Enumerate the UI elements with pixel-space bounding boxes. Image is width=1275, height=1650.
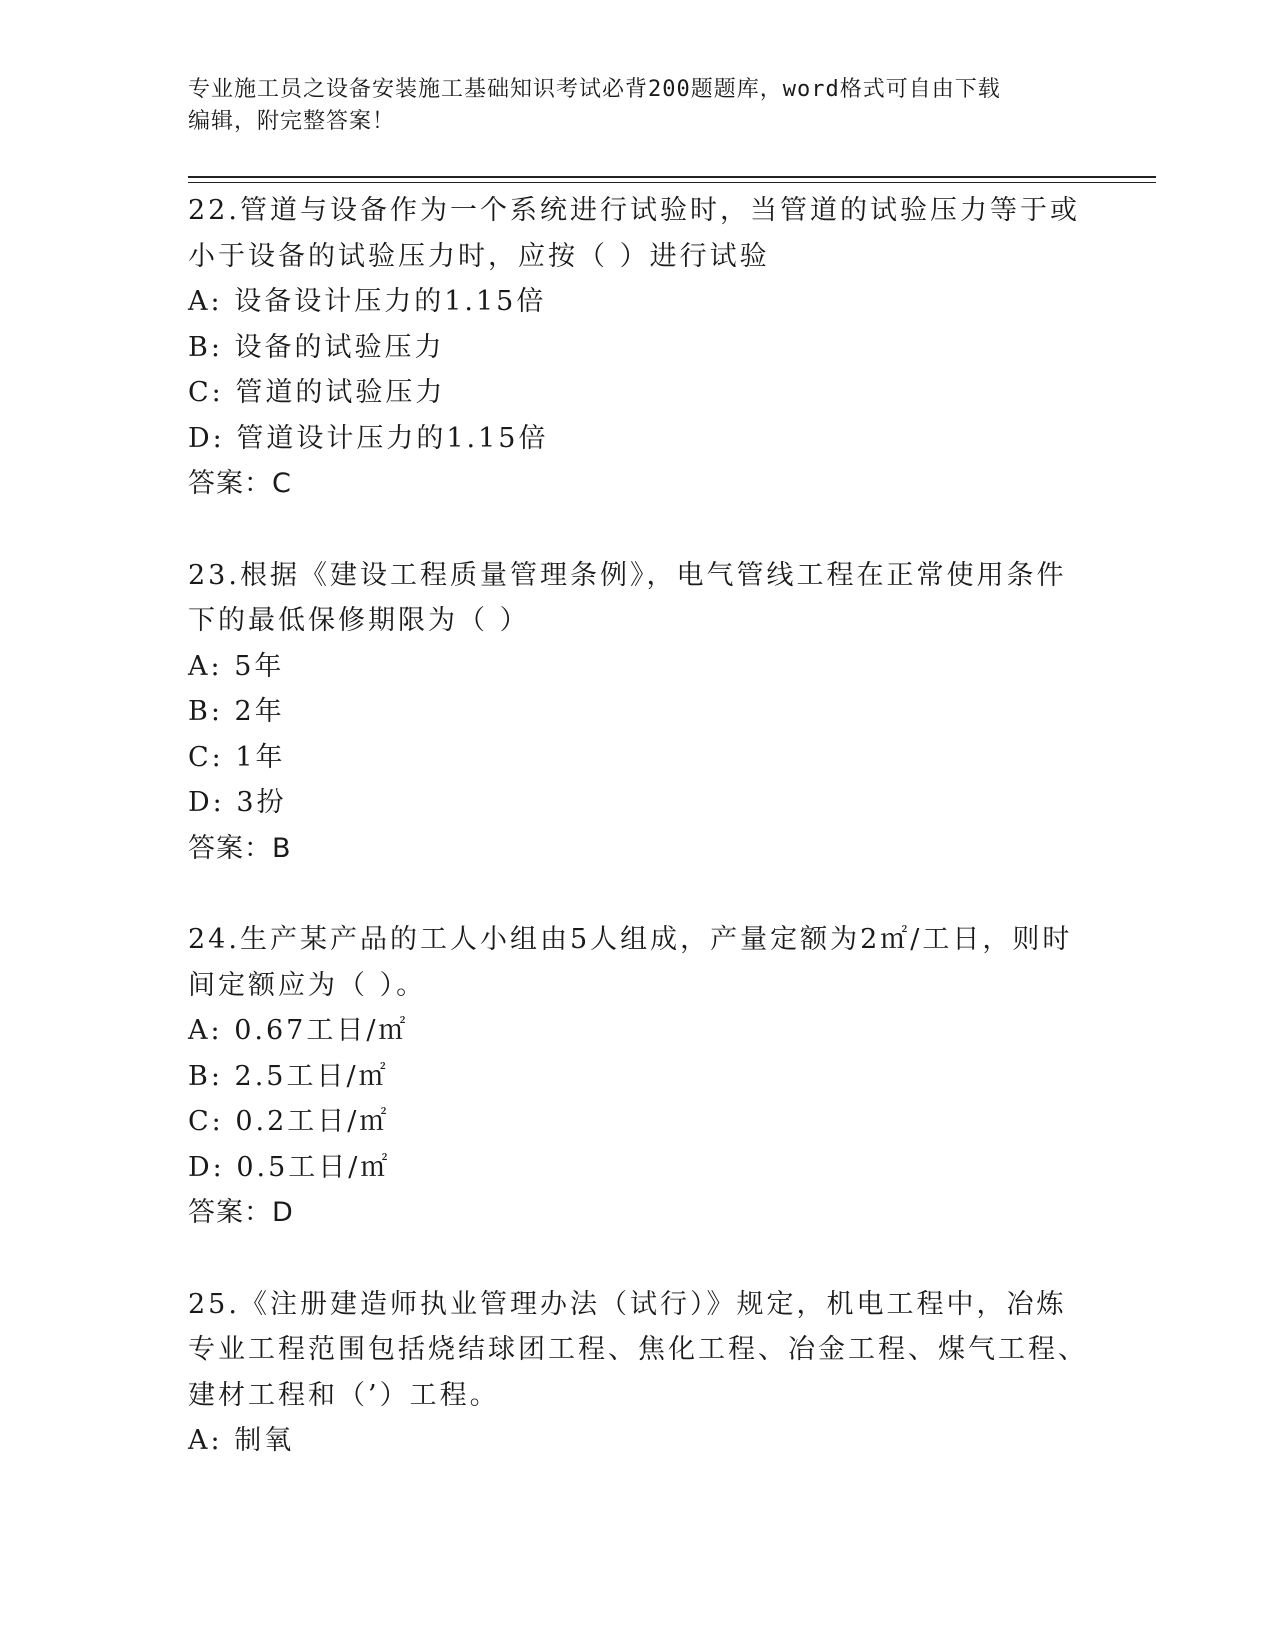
- option-b: [188, 325, 1088, 371]
- option-c: [188, 1099, 1088, 1145]
- option-text: 制氧: [234, 1425, 295, 1456]
- question-22: [188, 188, 1088, 507]
- option-a: [188, 1418, 1088, 1464]
- option-key: A:: [188, 286, 223, 317]
- option-a: [188, 279, 1088, 325]
- option-text: 2年: [234, 696, 285, 727]
- header-divider-thick: [188, 176, 1156, 178]
- option-text: 5年: [234, 650, 285, 682]
- answer-line: 答案：B: [188, 832, 292, 864]
- document-header: [188, 74, 1088, 138]
- option-text: 设备设计压力的1.15倍: [234, 286, 547, 317]
- question-stem: 25.《注册建造师执业管理办法（试行）》规定，机电工程中，冶炼专业工程范围包括烧结球团工程、焦化工程、冶金工程、煤气工程、建材工程和（’）工程。: [188, 1288, 1088, 1411]
- header-divider-thin: [188, 182, 1156, 183]
- option-d: [188, 1145, 1088, 1191]
- answer-line: 答案：D: [188, 1197, 294, 1228]
- question-stem: 24.生产某产品的工人小组由5人组成，产量定额为2㎡/工日，则时间定额应为（ ）。: [188, 924, 1073, 1001]
- header-title-line-1: 专业施工员之设备安装施工基础知识考试必背200题题库，word格式可自由下载: [188, 77, 1001, 102]
- option-key: D:: [188, 422, 225, 454]
- question-24: [188, 917, 1088, 1236]
- option-text: 设备的试验压力: [234, 331, 445, 363]
- question-stem: 22.管道与设备作为一个系统进行试验时，当管道的试验压力等于或小于设备的试验压力时，应按（ ）进行试验: [188, 195, 1080, 272]
- option-text: 2.5工日/㎡: [234, 1060, 389, 1092]
- question-stem: 23.根据《建设工程质量管理条例》，电气管线工程在正常使用条件下的最低保修期限为（ ）: [188, 559, 1067, 636]
- header-title-line-2: 编辑，附完整答案！: [188, 109, 396, 134]
- option-key: D:: [188, 1151, 225, 1183]
- option-key: A:: [188, 1015, 223, 1046]
- option-text: 管道设计压力的1.15倍: [236, 422, 549, 454]
- option-text: 0.2工日/㎡: [235, 1106, 390, 1137]
- question-list: [188, 188, 1088, 1510]
- option-text: 1年: [235, 741, 286, 773]
- option-key: B:: [188, 1060, 223, 1092]
- answer-line: 答案：C: [188, 468, 292, 499]
- option-b: [188, 1054, 1088, 1100]
- option-text: 3扮: [236, 787, 287, 818]
- option-a: [188, 644, 1088, 690]
- option-c: [188, 370, 1088, 416]
- option-text: 管道的试验压力: [235, 377, 446, 408]
- option-a: [188, 1008, 1088, 1054]
- question-25: [188, 1282, 1088, 1464]
- option-key: B:: [188, 696, 223, 727]
- option-key: A:: [188, 1425, 223, 1456]
- option-b: [188, 689, 1088, 735]
- option-key: C:: [188, 377, 224, 408]
- option-text: 0.67工日/㎡: [234, 1015, 409, 1046]
- option-d: [188, 780, 1088, 826]
- option-key: D:: [188, 787, 225, 818]
- option-c: [188, 735, 1088, 781]
- option-d: [188, 416, 1088, 462]
- option-key: B:: [188, 331, 223, 363]
- option-key: A:: [188, 650, 223, 682]
- option-text: 0.5工日/㎡: [236, 1151, 391, 1183]
- option-key: C:: [188, 741, 224, 773]
- question-23: [188, 553, 1088, 872]
- option-key: C:: [188, 1106, 224, 1137]
